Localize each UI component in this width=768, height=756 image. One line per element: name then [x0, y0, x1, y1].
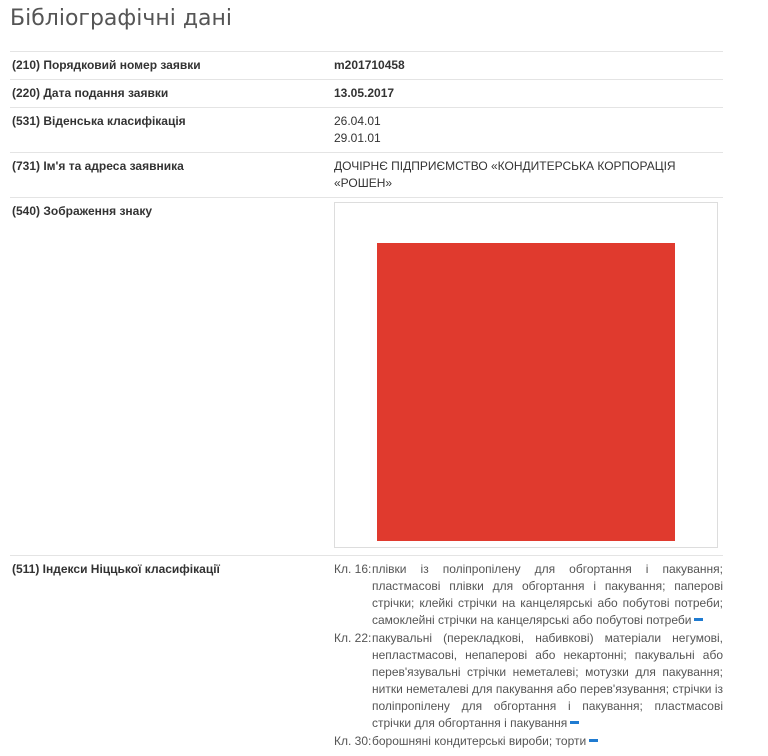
mark-image-cell	[334, 198, 723, 555]
bibliographic-table	[10, 51, 723, 756]
applicant-value: ДОЧІРНЄ ПІДПРИЄМСТВО «КОНДИТЕРСЬКА КОРПОРАЦІЯ «РОШЕН»	[334, 159, 676, 190]
nice-class-number: Кл. 22:	[334, 631, 372, 645]
nice-class-goods	[372, 733, 723, 750]
vienna-code: 26.04.01	[334, 114, 381, 128]
collapse-minus-icon[interactable]	[589, 739, 598, 742]
row-vienna-classification	[10, 107, 723, 152]
mark-image-label: (540) Зображення знаку	[12, 204, 153, 218]
nice-entry-16	[334, 561, 723, 629]
page-title: Бібліографічні дані	[10, 6, 233, 31]
nice-entry-30	[334, 733, 723, 750]
nice-class-goods-text: плівки із поліпропілену для обгортання і пакування; пластмасові плівки для обгортання і пакування; паперові стрічки; клейкі стрічки на канцелярські або побутові потреби; самоклейні стрічки на канцелярські або побутові потреби	[372, 562, 723, 627]
vienna-classification-label: (531) Віденська класифікація	[12, 114, 186, 128]
nice-class-goods	[372, 561, 723, 629]
filing-date-label: (220) Дата подання заявки	[12, 86, 169, 100]
applicant-label: (731) Ім'я та адреса заявника	[12, 159, 184, 173]
row-application-number	[10, 51, 723, 79]
nice-entry-22	[334, 630, 723, 732]
row-mark-image	[10, 197, 723, 555]
nice-classification-list	[334, 556, 723, 756]
collapse-minus-icon[interactable]	[570, 721, 579, 724]
row-nice-classification	[10, 555, 723, 756]
mark-image-frame[interactable]	[334, 202, 718, 548]
mark-image-red-square	[377, 243, 675, 541]
application-number-value: m201710458	[334, 58, 405, 72]
nice-class-goods-text: пакувальні (перекладкові, набивкові) матеріали негумові, непластмасові, непаперові або некартонні; пакувальні або перев'язувальні стрічки неметалеві; мотузки для пакування; нитки неметалеві для пакування або перев'язування; стрічки із поліпропілену для обгортання і пакування; пластмасові стрічки для обгортання і пакування	[372, 631, 723, 730]
filing-date-value: 13.05.2017	[334, 86, 395, 100]
vienna-classification-values	[334, 108, 723, 152]
nice-class-goods-text: борошняні кондитерські вироби; торти	[372, 734, 587, 748]
collapse-minus-icon[interactable]	[694, 618, 703, 621]
application-number-label: (210) Порядковий номер заявки	[12, 58, 201, 72]
nice-class-number: Кл. 30:	[334, 734, 372, 748]
vienna-code: 29.01.01	[334, 131, 381, 145]
nice-classification-label: (511) Індекси Ніццької класифікації	[12, 562, 220, 576]
nice-class-goods	[372, 630, 723, 732]
row-applicant	[10, 152, 723, 197]
nice-class-number: Кл. 16:	[334, 562, 372, 576]
row-filing-date	[10, 79, 723, 107]
